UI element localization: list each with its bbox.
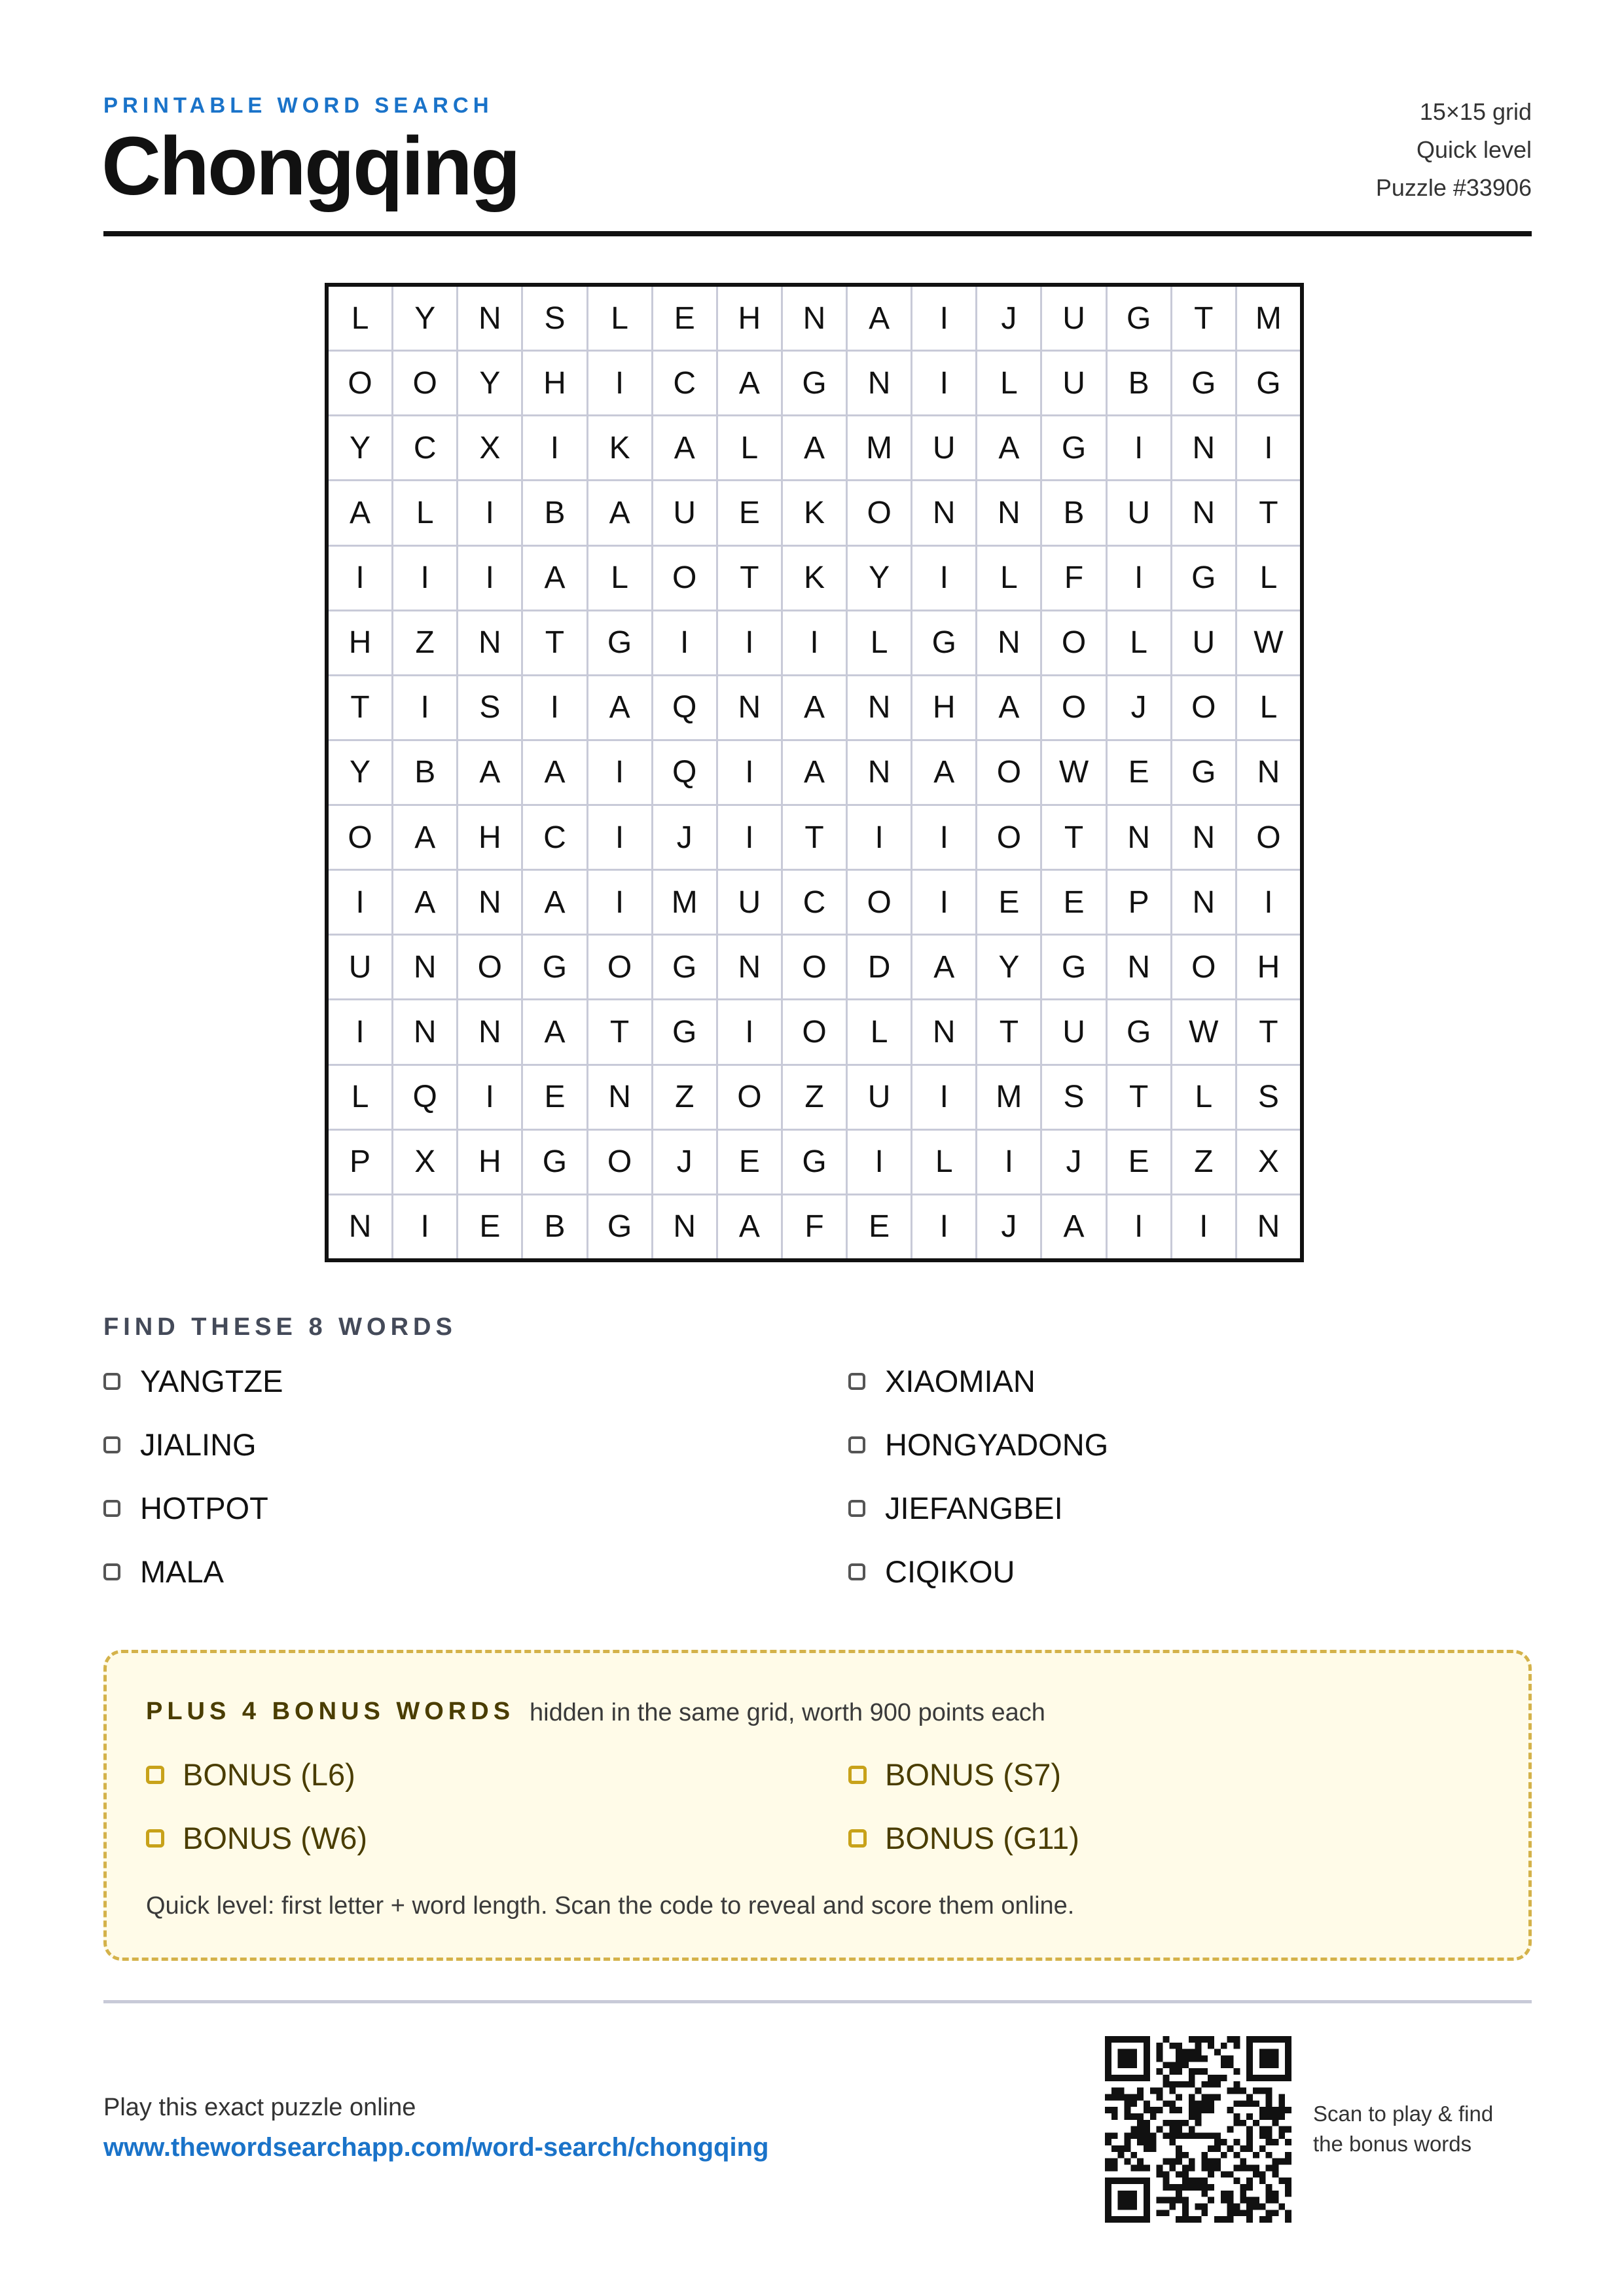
qr-code-icon[interactable] [1105,2036,1291,2223]
grid-cell[interactable]: Q [653,741,716,804]
grid-cell[interactable]: U [329,936,391,998]
grid-cell[interactable]: H [718,287,781,350]
grid-cell[interactable]: I [848,806,911,869]
grid-cell[interactable]: N [458,1000,521,1063]
grid-cell[interactable]: L [977,352,1040,414]
grid-cell[interactable]: B [1108,352,1170,414]
grid-cell[interactable]: M [848,416,911,479]
grid-cell[interactable]: F [783,1195,846,1258]
bonus-label: BONUS (G11) [885,1821,1079,1855]
grid-cell[interactable]: A [783,416,846,479]
grid-cell[interactable]: S [1042,1066,1105,1129]
grid-cell[interactable]: G [588,611,651,674]
grid-cell[interactable]: L [977,547,1040,610]
grid-cell[interactable]: C [523,806,586,869]
grid-cell[interactable]: G [653,936,716,998]
grid-cell[interactable]: T [588,1000,651,1063]
grid-cell[interactable]: T [1237,481,1300,544]
grid-cell[interactable]: N [912,481,975,544]
grid-cell[interactable]: O [588,1131,651,1194]
grid-cell[interactable]: N [458,287,521,350]
grid-cell[interactable]: G [1042,416,1105,479]
grid-cell[interactable]: L [1237,676,1300,739]
grid-cell[interactable]: E [653,287,716,350]
grid-cell[interactable]: I [393,547,456,610]
grid-cell[interactable]: S [1237,1066,1300,1129]
grid-cell[interactable]: O [718,1066,781,1129]
grid-cell[interactable]: G [1042,936,1105,998]
grid-cell[interactable]: O [588,936,651,998]
grid-cell[interactable]: Y [977,936,1040,998]
grid-cell[interactable]: N [718,676,781,739]
grid-cell[interactable]: A [783,741,846,804]
grid-cell[interactable]: L [718,416,781,479]
word-label: YANGTZE [140,1364,283,1398]
grid-cell[interactable]: H [912,676,975,739]
grid-cell[interactable]: K [783,547,846,610]
grid-cell[interactable]: N [393,936,456,998]
grid-cell[interactable]: I [523,676,586,739]
grid-cell[interactable]: Y [393,287,456,350]
grid-cell[interactable]: G [1237,352,1300,414]
grid-cell[interactable]: H [458,1131,521,1194]
grid-cell[interactable]: W [1042,741,1105,804]
grid-cell[interactable]: A [783,676,846,739]
grid-cell[interactable]: E [458,1195,521,1258]
grid-cell[interactable]: N [1172,416,1235,479]
header-divider [103,231,1532,236]
grid-cell[interactable]: M [653,871,716,934]
grid-cell[interactable]: U [653,481,716,544]
checkbox[interactable] [848,1436,865,1453]
grid-cell[interactable]: N [1108,806,1170,869]
grid-cell[interactable]: N [653,1195,716,1258]
grid-cell[interactable]: J [653,1131,716,1194]
grid-cell[interactable]: C [653,352,716,414]
grid-cell[interactable]: G [1172,352,1235,414]
grid-cell[interactable]: N [458,871,521,934]
grid-cell[interactable]: G [588,1195,651,1258]
grid-cell[interactable]: Y [848,547,911,610]
grid-cell[interactable]: E [523,1066,586,1129]
grid-cell[interactable]: T [1108,1066,1170,1129]
grid-cell[interactable]: M [977,1066,1040,1129]
grid-cell[interactable]: H [1237,936,1300,998]
qr-caption [1313,2099,1529,2159]
grid-cell[interactable]: A [329,481,391,544]
grid-cell[interactable]: A [523,871,586,934]
grid-cell[interactable]: H [329,611,391,674]
grid-cell[interactable]: L [393,481,456,544]
grid-cell[interactable]: I [912,547,975,610]
grid-cell[interactable]: N [1237,741,1300,804]
grid-cell[interactable]: Q [653,676,716,739]
grid-cell[interactable]: I [718,1000,781,1063]
grid-cell[interactable]: O [848,871,911,934]
word-item[interactable] [848,1490,1063,1526]
grid-cell[interactable]: U [1042,352,1105,414]
grid-cell[interactable]: U [1042,287,1105,350]
grid-cell[interactable]: Z [1172,1131,1235,1194]
grid-cell[interactable]: O [1042,611,1105,674]
grid-cell[interactable]: W [1172,1000,1235,1063]
grid-cell[interactable]: A [1042,1195,1105,1258]
grid-cell[interactable]: N [977,611,1040,674]
grid-cell[interactable]: N [783,287,846,350]
grid-cell[interactable]: I [912,352,975,414]
grid-cell[interactable]: G [783,352,846,414]
grid-cell[interactable]: E [1042,871,1105,934]
grid-cell[interactable]: I [523,416,586,479]
word-label: JIEFANGBEI [885,1491,1063,1525]
grid-cell[interactable]: O [783,1000,846,1063]
word-item[interactable] [103,1427,257,1463]
bonus-panel [103,1650,1532,1961]
grid-cell[interactable]: Z [783,1066,846,1129]
grid-cell[interactable]: N [1108,936,1170,998]
grid-cell[interactable]: O [653,547,716,610]
grid-cell[interactable]: N [1172,871,1235,934]
grid-cell[interactable]: T [329,676,391,739]
word-label: MALA [140,1554,224,1589]
grid-cell[interactable]: I [1108,416,1170,479]
grid-cell[interactable]: Y [329,741,391,804]
grid-cell[interactable]: A [588,481,651,544]
grid-cell[interactable]: L [1172,1066,1235,1129]
grid-cell[interactable]: K [783,481,846,544]
grid-cell[interactable]: C [393,416,456,479]
grid-cell[interactable]: A [912,741,975,804]
grid-cell[interactable]: P [329,1131,391,1194]
grid-cell[interactable]: I [977,1131,1040,1194]
grid-cell[interactable]: E [718,481,781,544]
grid-cell[interactable]: L [588,547,651,610]
word-item[interactable] [848,1554,1015,1590]
grid-cell[interactable]: I [588,352,651,414]
grid-cell[interactable]: A [977,676,1040,739]
checkbox[interactable] [848,1373,865,1390]
bonus-item[interactable] [848,1820,1079,1856]
grid-cell[interactable]: E [1108,741,1170,804]
checkbox[interactable] [103,1563,120,1580]
grid-cell[interactable]: A [912,936,975,998]
grid-cell[interactable]: J [653,806,716,869]
grid-cell[interactable]: W [1237,611,1300,674]
grid-cell[interactable]: N [912,1000,975,1063]
grid-cell[interactable]: I [458,1066,521,1129]
grid-cell[interactable]: D [848,936,911,998]
bonus-item[interactable] [146,1820,367,1856]
grid-cell[interactable]: L [1237,547,1300,610]
grid-cell[interactable]: T [718,547,781,610]
grid-cell[interactable]: C [783,871,846,934]
grid-cell[interactable]: O [1172,676,1235,739]
bonus-note: Quick level: first letter + word length. Scan the code to reveal and score them online. [146,1892,1075,1920]
checkbox[interactable] [103,1500,120,1517]
grid-cell[interactable]: Y [458,352,521,414]
grid-cell[interactable]: I [1108,547,1170,610]
grid-cell[interactable]: O [1237,806,1300,869]
grid-cell[interactable]: G [783,1131,846,1194]
grid-cell[interactable]: I [1108,1195,1170,1258]
play-online-label: Play this exact puzzle online [103,2094,416,2121]
grid-cell[interactable]: I [718,741,781,804]
word-item[interactable] [103,1363,283,1399]
grid-cell[interactable]: A [588,676,651,739]
grid-cell[interactable]: G [1108,287,1170,350]
grid-cell[interactable]: E [977,871,1040,934]
bonus-item[interactable] [146,1757,355,1793]
grid-cell[interactable]: T [783,806,846,869]
grid-cell[interactable]: A [523,547,586,610]
grid-cell[interactable]: I [588,741,651,804]
grid-cell[interactable]: O [1042,676,1105,739]
grid-cell[interactable]: N [329,1195,391,1258]
grid-cell[interactable]: B [523,481,586,544]
grid-cell[interactable]: I [912,806,975,869]
word-label: HOTPOT [140,1491,268,1525]
grid-cell[interactable]: A [393,806,456,869]
grid-cell[interactable]: J [1042,1131,1105,1194]
grid-cell[interactable]: U [1172,611,1235,674]
grid-cell[interactable]: U [848,1066,911,1129]
grid-cell[interactable]: N [1172,806,1235,869]
grid-cell[interactable]: O [783,936,846,998]
grid-cell[interactable]: L [1108,611,1170,674]
grid-cell[interactable]: I [848,1131,911,1194]
grid-size-label: 15×15 grid [1419,98,1532,125]
checkbox[interactable] [103,1373,120,1390]
grid-cell[interactable]: N [1172,481,1235,544]
grid-cell[interactable]: L [329,287,391,350]
bonus-label: BONUS (S7) [885,1757,1061,1792]
grid-cell[interactable]: A [523,741,586,804]
grid-cell[interactable]: O [329,806,391,869]
puzzle-link[interactable]: www.thewordsearchapp.com/word-search/chongqing [103,2133,769,2162]
grid-cell[interactable]: O [1172,936,1235,998]
grid-cell[interactable]: J [977,1195,1040,1258]
grid-cell[interactable]: L [588,287,651,350]
grid-cell[interactable]: N [848,741,911,804]
word-label: XIAOMIAN [885,1364,1036,1398]
word-item[interactable] [848,1427,1108,1463]
grid-cell[interactable]: E [1108,1131,1170,1194]
grid-cell[interactable]: A [718,352,781,414]
grid-cell[interactable]: G [1172,741,1235,804]
grid-cell[interactable]: N [393,1000,456,1063]
grid-cell[interactable]: G [523,936,586,998]
grid-cell[interactable]: N [848,352,911,414]
grid-cell[interactable]: E [848,1195,911,1258]
grid-cell[interactable]: I [329,547,391,610]
grid-cell[interactable]: L [848,1000,911,1063]
grid-cell[interactable]: S [458,676,521,739]
grid-cell[interactable]: L [848,611,911,674]
grid-cell[interactable]: B [523,1195,586,1258]
grid-cell[interactable]: N [718,936,781,998]
grid-cell[interactable]: I [912,287,975,350]
grid-cell[interactable]: G [1172,547,1235,610]
grid-cell[interactable]: O [848,481,911,544]
grid-cell[interactable]: I [329,1000,391,1063]
grid-cell[interactable]: Z [653,1066,716,1129]
grid-cell[interactable]: H [523,352,586,414]
grid-cell[interactable]: G [912,611,975,674]
page-title: Chongqing [101,120,519,212]
grid-cell[interactable]: G [1108,1000,1170,1063]
grid-cell[interactable]: A [718,1195,781,1258]
grid-cell[interactable]: X [1237,1131,1300,1194]
grid-cell[interactable]: O [393,352,456,414]
grid-cell[interactable]: I [783,611,846,674]
grid-cell[interactable]: J [977,287,1040,350]
bonus-heading: PLUS 4 BONUS WORDS [146,1698,515,1725]
grid-cell[interactable]: T [1042,806,1105,869]
grid-cell[interactable]: A [848,287,911,350]
grid-cell[interactable]: M [1237,287,1300,350]
grid-cell[interactable]: I [393,1195,456,1258]
grid-cell[interactable]: A [523,1000,586,1063]
grid-cell[interactable]: B [1042,481,1105,544]
grid-cell[interactable]: U [1108,481,1170,544]
bonus-label: BONUS (W6) [183,1821,367,1855]
grid-cell[interactable]: I [912,871,975,934]
grid-cell[interactable]: N [588,1066,651,1129]
grid-cell[interactable]: N [1237,1195,1300,1258]
grid-cell[interactable]: I [718,806,781,869]
grid-cell[interactable]: I [1172,1195,1235,1258]
grid-cell[interactable]: I [1237,871,1300,934]
grid-cell[interactable]: J [1108,676,1170,739]
grid-cell[interactable]: O [458,936,521,998]
grid-cell[interactable]: P [1108,871,1170,934]
grid-cell[interactable]: I [653,611,716,674]
grid-cell[interactable]: I [1237,416,1300,479]
grid-cell[interactable]: K [588,416,651,479]
grid-cell[interactable]: T [1237,1000,1300,1063]
grid-cell[interactable]: Z [393,611,456,674]
grid-cell[interactable]: O [329,352,391,414]
footer-divider [103,2000,1532,2003]
word-label: JIALING [140,1427,257,1462]
grid-cell[interactable]: X [393,1131,456,1194]
grid-cell[interactable]: L [912,1131,975,1194]
kicker-label: PRINTABLE WORD SEARCH [103,93,494,117]
checkbox[interactable] [146,1766,164,1784]
grid-cell[interactable]: T [1172,287,1235,350]
grid-cell[interactable]: B [393,741,456,804]
checkbox[interactable] [848,1500,865,1517]
grid-cell[interactable]: N [977,481,1040,544]
bonus-subheading: hidden in the same grid, worth 900 points each [530,1699,1045,1726]
qr-caption-line: the bonus words [1313,2132,1472,2156]
grid-cell[interactable]: N [848,676,911,739]
word-label: HONGYADONG [885,1427,1109,1462]
word-label: CIQIKOU [885,1554,1015,1589]
grid-cell[interactable]: Q [393,1066,456,1129]
checkbox[interactable] [103,1436,120,1453]
checkbox[interactable] [146,1829,164,1848]
grid-cell[interactable]: I [588,871,651,934]
grid-cell[interactable]: I [718,611,781,674]
grid-cell[interactable]: A [458,741,521,804]
grid-cell[interactable]: I [912,1195,975,1258]
grid-cell[interactable]: N [458,611,521,674]
grid-cell[interactable]: I [393,676,456,739]
grid-cell[interactable]: I [912,1066,975,1129]
grid-cell[interactable]: U [718,871,781,934]
grid-cell[interactable]: H [458,806,521,869]
grid-cell[interactable]: Y [329,416,391,479]
grid-cell[interactable]: A [977,416,1040,479]
grid-cell[interactable]: I [458,481,521,544]
grid-cell[interactable]: L [329,1066,391,1129]
word-list-heading: FIND THESE 8 WORDS [103,1313,457,1341]
grid-cell[interactable]: I [458,547,521,610]
checkbox[interactable] [848,1563,865,1580]
bonus-label: BONUS (L6) [183,1757,355,1792]
qr-caption-line: Scan to play & find [1313,2102,1494,2126]
grid-cell[interactable]: S [523,287,586,350]
grid-cell[interactable]: G [523,1131,586,1194]
level-label: Quick level [1416,136,1532,163]
grid-cell[interactable]: E [718,1131,781,1194]
grid-cell[interactable]: O [977,806,1040,869]
puzzle-meta [1376,93,1532,207]
grid-cell[interactable]: T [523,611,586,674]
bonus-item[interactable] [848,1757,1061,1793]
checkbox[interactable] [848,1766,867,1784]
grid-cell[interactable]: X [458,416,521,479]
checkbox[interactable] [848,1829,867,1848]
word-item[interactable] [103,1554,224,1590]
word-item[interactable] [103,1490,268,1526]
puzzle-number-label: Puzzle #33906 [1375,174,1532,201]
letter-grid[interactable] [325,283,1304,1262]
grid-cell[interactable]: O [977,741,1040,804]
grid-cell[interactable]: U [912,416,975,479]
grid-cell[interactable]: U [1042,1000,1105,1063]
grid-cell[interactable]: T [977,1000,1040,1063]
grid-cell[interactable]: I [588,806,651,869]
grid-cell[interactable]: A [393,871,456,934]
grid-cell[interactable]: I [329,871,391,934]
grid-cell[interactable]: G [653,1000,716,1063]
grid-cell[interactable]: A [653,416,716,479]
grid-cell[interactable]: F [1042,547,1105,610]
word-item[interactable] [848,1363,1036,1399]
